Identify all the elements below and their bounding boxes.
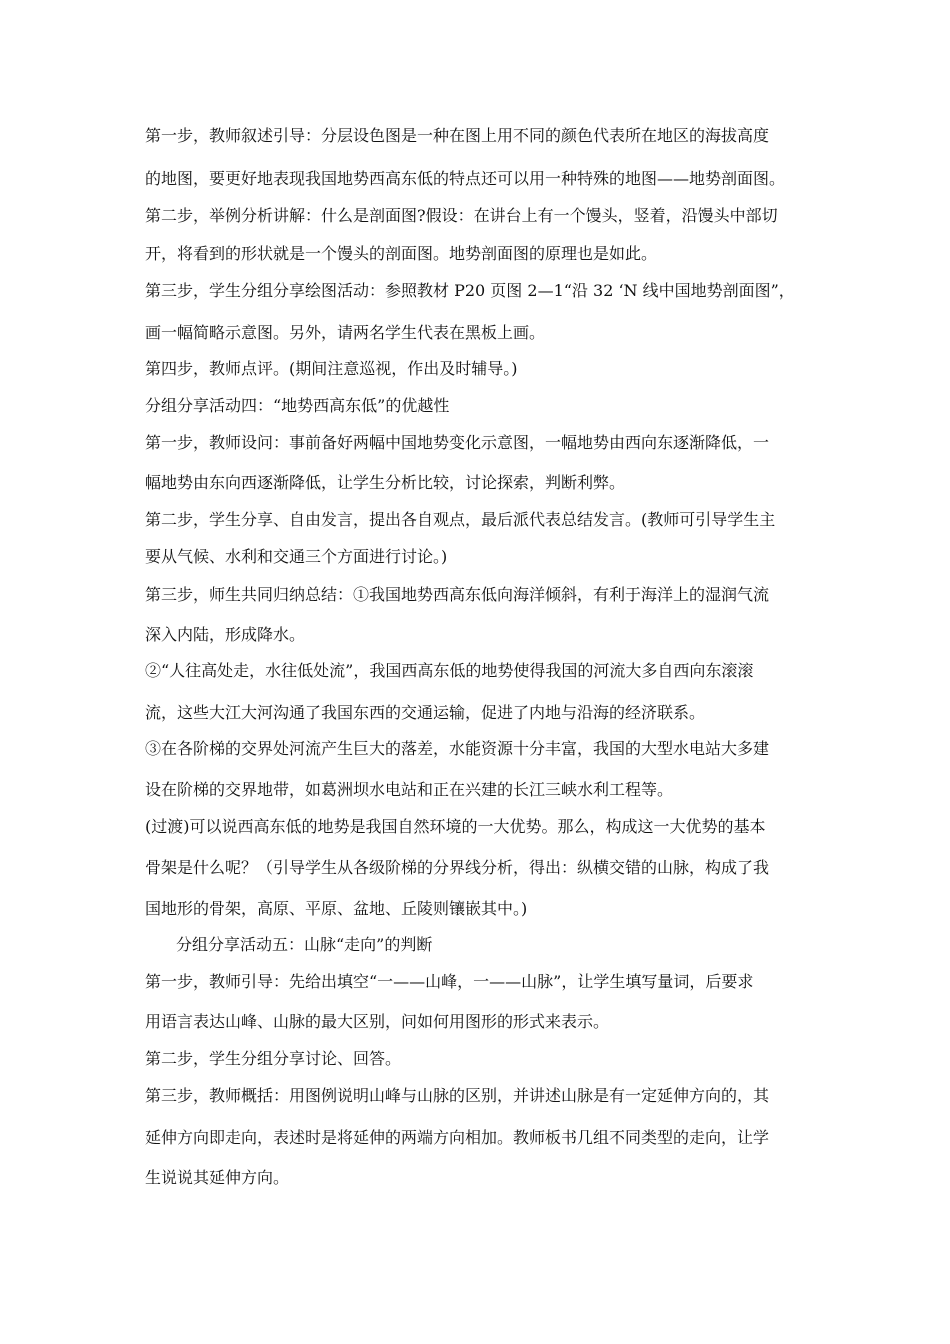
text-line: 的地图，要更好地表现我国地势西高东低的特点还可以用一种特殊的地图——地势剖面图。 (145, 169, 786, 188)
text-line: 第一步，教师设问：事前备好两幅中国地势变化示意图，一幅地势由西向东逐渐降低，一 (145, 433, 770, 452)
text-line: 画一幅简略示意图。另外，请两名学生代表在黑板上画。 (145, 323, 546, 342)
text-line: 生说说其延伸方向。 (145, 1168, 290, 1187)
text-line: 第四步，教师点评。(期间注意巡视，作出及时辅导。) (145, 359, 518, 378)
text-line: 第二步，学生分享、自由发言，提出各自观点，最后派代表总结发言。(教师可引导学生主 (145, 510, 776, 529)
text-line: ③在各阶梯的交界处河流产生巨大的落差，水能资源十分丰富，我国的大型水电站大多建 (145, 739, 770, 758)
text-line: 骨架是什么呢？（引导学生从各级阶梯的分界线分析，得出：纵横交错的山脉，构成了我 (145, 858, 770, 877)
section-heading: 分组分享活动四：“地势西高东低”的优越性 (145, 396, 450, 415)
text-line: 国地形的骨架，高原、平原、盆地、丘陵则镶嵌其中。) (145, 899, 528, 918)
text-line: 第三步，教师概括：用图例说明山峰与山脉的区别，并讲述山脉是有一定延伸方向的，其 (145, 1086, 770, 1105)
text-line: 深入内陆，形成降水。 (145, 625, 306, 644)
text-line: 要从气候、水利和交通三个方面进行讨论。) (145, 547, 448, 566)
text-line: 第一步，教师叙述引导：分层设色图是一种在图上用不同的颜色代表所在地区的海拔高度 (145, 126, 770, 145)
text-line: 用语言表达山峰、山脉的最大区别，问如何用图形的形式来表示。 (145, 1012, 610, 1031)
text-line: 流，这些大江大河沟通了我国东西的交通运输，促进了内地与沿海的经济联系。 (145, 703, 706, 722)
text-line: 第三步，学生分组分享绘图活动：参照教材 P20 页图 2—1“沿 32 ‘N 线中国地势剖面图”， (145, 281, 795, 300)
text-line: 第三步，师生共同归纳总结：①我国地势西高东低向海洋倾斜，有利于海洋上的湿润气流 (145, 585, 770, 604)
text-line: 延伸方向即走向，表述时是将延伸的两端方向相加。教师板书几组不同类型的走向，让学 (145, 1128, 770, 1147)
text-line: 设在阶梯的交界地带，如葛洲坝水电站和正在兴建的长江三峡水利工程等。 (145, 780, 674, 799)
text-line: 第二步，举例分析讲解：什么是剖面图?假设：在讲台上有一个馒头，竖着，沿馒头中部切 (145, 206, 778, 225)
text-line: 幅地势由东向西逐渐降低，让学生分析比较，讨论探索，判断利弊。 (145, 473, 626, 492)
text-line: 第一步，教师引导：先给出填空“一——山峰，一——山脉”，让学生填写量词，后要求 (145, 972, 754, 991)
text-line: (过渡)可以说西高东低的地势是我国自然环境的一大优势。那么，构成这一大优势的基本 (145, 817, 766, 836)
text-line: 第二步，学生分组分享讨论、回答。 (145, 1049, 402, 1068)
text-line: 开，将看到的形状就是一个馒头的剖面图。地势剖面图的原理也是如此。 (145, 244, 658, 263)
text-line: ②“人往高处走，水往低处流”，我国西高东低的地势使得我国的河流大多自西向东滚滚 (145, 661, 754, 680)
section-heading: 分组分享活动五：山脉“走向”的判断 (176, 935, 433, 954)
